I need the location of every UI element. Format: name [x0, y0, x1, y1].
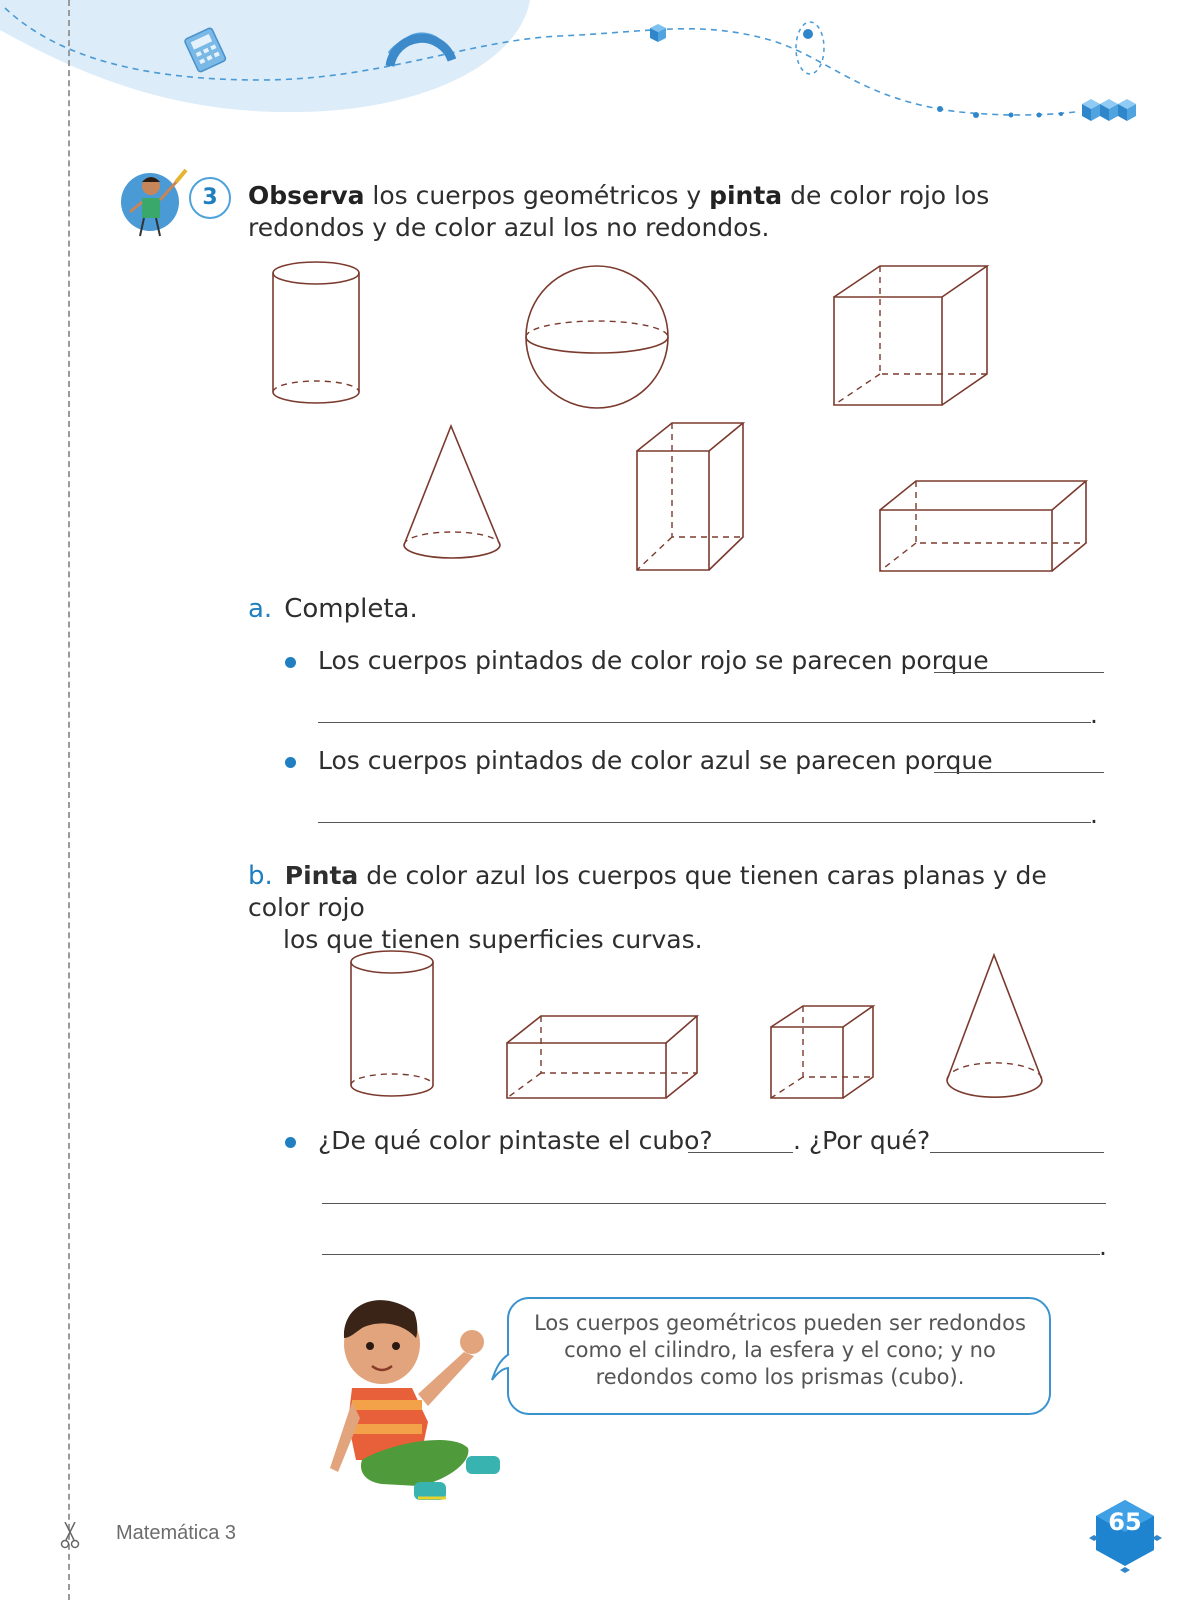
bullet-dot: [285, 757, 296, 768]
sphere-shape: [526, 266, 668, 408]
geometric-bodies-set-1: [0, 250, 1193, 580]
section-a-bullet-2: Los cuerpos pintados de color azul se parecen porque: [318, 746, 993, 775]
cube-shape: [771, 1006, 873, 1098]
line-end-period: .: [1099, 1232, 1107, 1261]
cut-line: [68, 0, 70, 1600]
cube-color-question: ¿De qué color pintaste el cubo?: [318, 1126, 713, 1155]
cone-shape: [404, 426, 500, 558]
speech-bubble-text: Los cuerpos geométricos pueden ser redondos como el cilindro, la esfera y el cono; y no redondos como los prismas (cubo).: [534, 1311, 1026, 1389]
cube-small-icon: [650, 24, 666, 42]
cylinder-shape: [273, 262, 359, 403]
cube-shape: [834, 266, 987, 405]
answer-line-cube-color[interactable]: [688, 1152, 793, 1153]
bullet-dot: [285, 657, 296, 668]
scissors-icon: [60, 1522, 80, 1550]
section-a-heading: a. Completa.: [248, 594, 418, 624]
answer-line-a1[interactable]: [934, 672, 1104, 673]
long-prism-shape: [880, 481, 1086, 571]
speech-bubble-tail: [490, 1352, 512, 1386]
cylinder-shape: [351, 951, 433, 1096]
long-prism-shape: [507, 1016, 697, 1098]
answer-line-b2[interactable]: [322, 1203, 1106, 1204]
bullet-dot: [285, 1137, 296, 1148]
tall-prism-shape: [637, 423, 743, 570]
section-a-bullet-1: Los cuerpos pintados de color rojo se parecen porque: [318, 646, 989, 675]
line-end-period: .: [1090, 800, 1098, 829]
page-number: 65: [1108, 1508, 1142, 1536]
answer-line-why[interactable]: [930, 1152, 1104, 1153]
answer-line-a1-continued[interactable]: [318, 722, 1091, 723]
answer-line-a2[interactable]: [934, 772, 1104, 773]
exercise-number-badge: 3: [189, 177, 231, 219]
book-title: Matemática 3: [116, 1522, 237, 1544]
cubes-icon: [1082, 99, 1136, 121]
section-b-instruction: b. Pinta de color azul los cuerpos que tienen caras planas y de color rojo los que tienen superficies curvas.: [248, 861, 1047, 954]
why-question: . ¿Por qué?: [793, 1126, 931, 1155]
cone-shape: [947, 955, 1042, 1097]
answer-line-b3[interactable]: [322, 1254, 1100, 1255]
line-end-period: .: [1090, 700, 1098, 729]
answer-line-a2-continued[interactable]: [318, 822, 1091, 823]
student-pencil-icon: [120, 166, 192, 242]
boy-illustration: [322, 1292, 527, 1522]
header-decoration: [0, 0, 1193, 160]
geometric-bodies-set-2: [0, 940, 1193, 1110]
exercise-instruction: Observa los cuerpos geométricos y pinta de color rojo los redondos y de color azul los no redondos.: [248, 181, 990, 242]
